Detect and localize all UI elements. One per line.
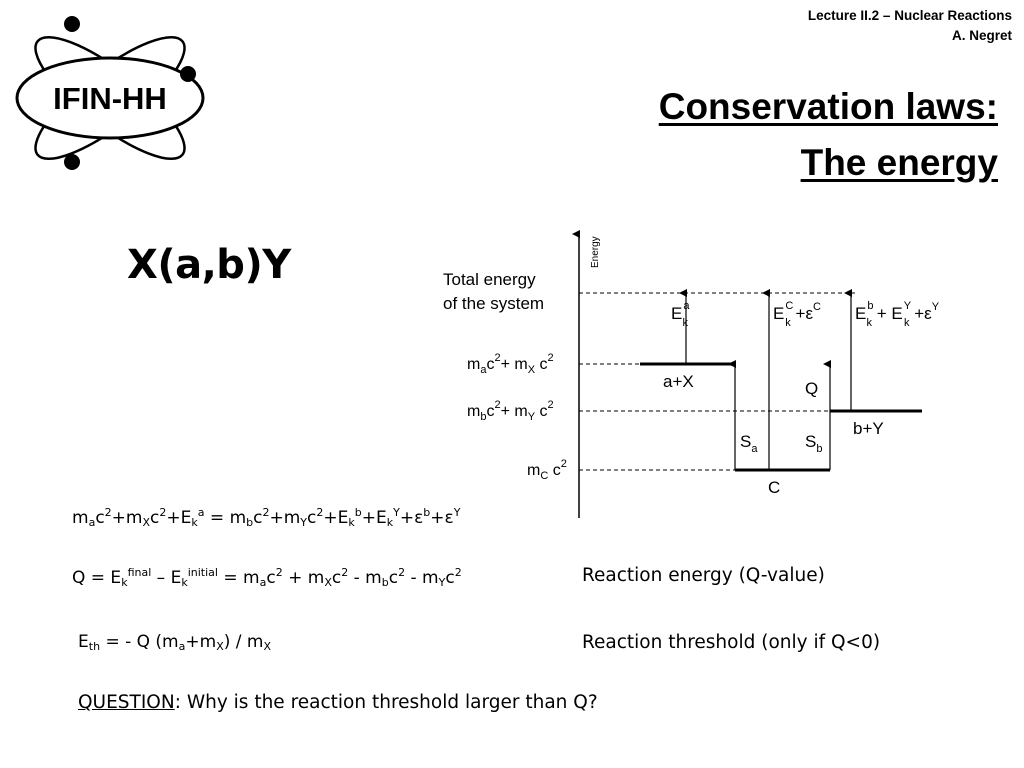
author-header: A. Negret (951, 28, 1012, 43)
sb-label: $S_b$ (805, 432, 823, 455)
final-level-label: b+Y (853, 419, 884, 438)
page-title-line-2: The energy (800, 142, 998, 183)
final-mass-label: $m_bc^2+ m_Y$ $c^2$ (467, 399, 554, 423)
threshold-description: Reaction threshold (only if Q<0) (582, 632, 881, 653)
total-energy-label-2: of the system (443, 294, 545, 313)
threshold-equation: $E_{th}$ = - Q $(m_a+m_X) / m_X$ (78, 632, 272, 653)
atom-logo-icon (10, 10, 215, 178)
lecture-header: Lecture II.2 – Nuclear Reactions (807, 8, 1012, 23)
page-title-line-1: Conservation laws: (658, 86, 998, 127)
q-label: Q (805, 379, 819, 398)
sa-label: $S_a$ (740, 432, 758, 455)
compound-level-label: C (768, 478, 781, 497)
compound-mass-label: $m_C$ $c^2$ (527, 458, 567, 482)
energy-balance-equation: $m_ac^2+m_Xc^2+E_k^a = m_bc^2+m_Yc^2+E_k^b+E_k^Y+\varepsilon^b+\varepsilon^Y$ (72, 506, 461, 529)
question-label: QUESTION (78, 692, 175, 713)
q-value-equation: $Q = E_k^{final} - E_k^{initial} = m_ac^2 + m_Xc^2 - m_bc^2 - m_Yc^2$ (72, 566, 462, 589)
compound-kinetic-label: $E^C$ $k +\varepsilon^C$ (773, 300, 821, 329)
ifin-hh-logo (10, 10, 215, 178)
total-energy-label-1: Total energy (443, 270, 536, 289)
final-kinetic-label: $E^b$ $k + E^Y$ $k +\varepsilon^Y$ (855, 300, 940, 329)
initial-level-label: a+X (663, 372, 694, 391)
question-text: : Why is the reaction threshold larger than Q? (174, 692, 598, 713)
reaction-notation: X(a,b)Y (127, 242, 291, 288)
logo-text: IFIN-HH (53, 81, 167, 116)
initial-mass-label: $m_ac^2+ m_X$ $c^2$ (467, 352, 554, 376)
initial-kinetic-label: $E^a$ k (671, 300, 690, 329)
q-value-description: Reaction energy (Q-value) (582, 565, 825, 586)
question-line (78, 692, 598, 713)
energy-level-diagram (435, 220, 940, 525)
energy-axis-label: Energy (590, 236, 601, 268)
